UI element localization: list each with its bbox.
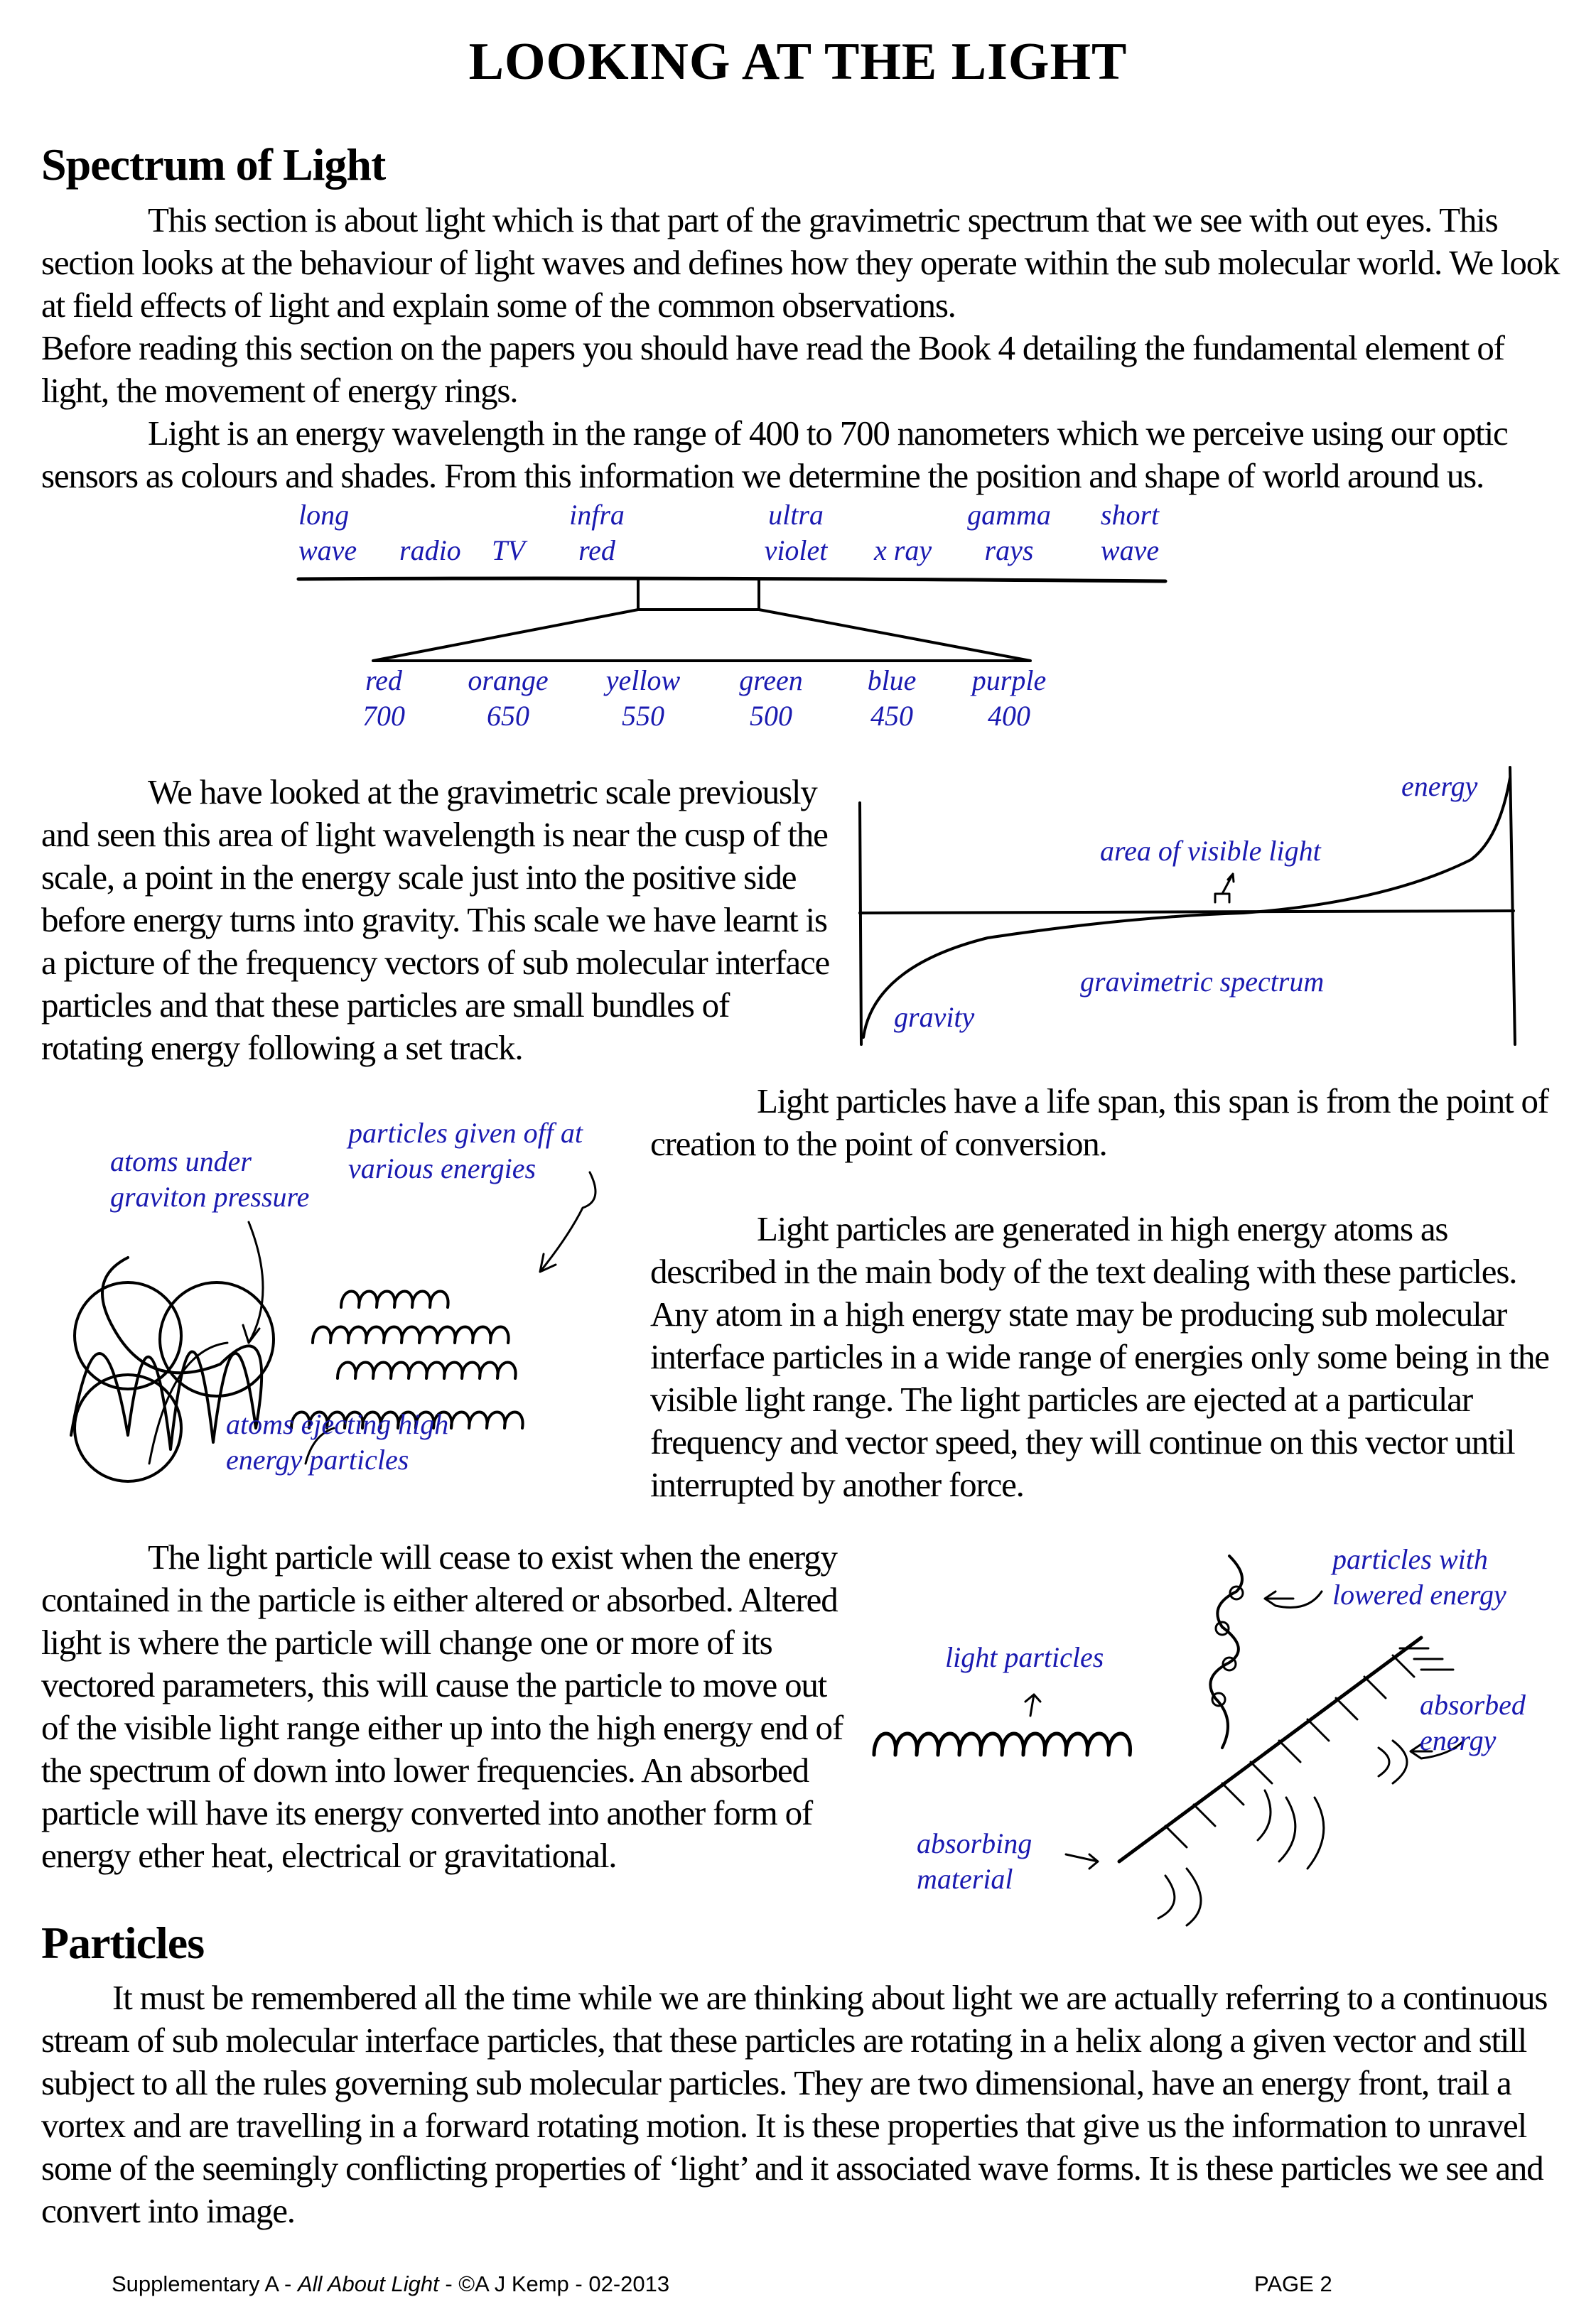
absorption-diagram xyxy=(853,1535,1563,1933)
colour-name: orange xyxy=(468,664,549,696)
colour-name: purple xyxy=(971,664,1047,696)
page-title: LOOKING AT THE LIGHT xyxy=(468,33,1128,91)
spectrum-label: ultra xyxy=(768,499,824,531)
colour-wavelength: 550 xyxy=(622,700,664,732)
spectrum-label: short xyxy=(1100,499,1160,531)
absorb-label-absorbed: absorbed energy xyxy=(1420,1689,1526,1756)
spectrum-label: wave xyxy=(1100,534,1160,566)
paragraph: This section is about light which is that part of the gravimetric spectrum that we see with out eyes. This section looks at the behaviour of light waves and defines how they operate within the sub molecular world. We look at field effects of light and explain some of the common observations. xyxy=(41,200,1560,325)
atoms-label-pressure: atoms under graviton pressure xyxy=(110,1145,310,1213)
page-number: PAGE 2 xyxy=(1254,2271,1332,2296)
atoms-diagram xyxy=(43,1094,611,1492)
spectrum-label: infra xyxy=(569,499,625,531)
atoms-label-ejecting: atoms ejecting high energy particles xyxy=(226,1408,449,1476)
graph-label-spectrum: gravimetric spectrum xyxy=(1080,966,1325,998)
spectrum-label: long xyxy=(298,499,350,531)
colour-wavelength: 650 xyxy=(487,700,529,732)
particles-text xyxy=(41,1977,1562,2232)
footer-copyright: - ©A J Kemp - 02-2013 xyxy=(445,2271,670,2296)
intro-text xyxy=(41,199,1562,497)
gravimetric-text xyxy=(41,771,837,1069)
section-heading-spectrum: Spectrum of Light xyxy=(41,139,386,190)
paragraph: Light particles are generated in high energy atoms as described in the main body of the text dealing with these particles. Any atom in a high energy state may be producing sub molecular interface particles in a wide range of energies only some being in the visible light range. The light particles are ejected at a particular frequency and vector speed, they will continue on this vector until interrupted by another force. xyxy=(650,1209,1549,1504)
graph-label-visible-light: area of visible light xyxy=(1100,835,1321,867)
spectrum-label: wave xyxy=(298,534,357,566)
section-heading-particles: Particles xyxy=(41,1918,205,1968)
colour-wavelength: 400 xyxy=(988,700,1030,732)
absorb-label-material: absorbing material xyxy=(917,1827,1032,1895)
colour-wavelength: 700 xyxy=(362,700,405,732)
spectrum-label: violet xyxy=(764,534,828,566)
paragraph: Light particles have a life span, this span is from the point of creation to the point of conversion. xyxy=(650,1081,1548,1163)
colour-name: red xyxy=(365,664,402,696)
paragraph: We have looked at the gravimetric scale previously and seen this area of light wavelength is near the cusp of the scale, a point in the energy scale just into the positive side before energy turns into gravity. This scale we have learnt is a picture of the frequency vectors of sub molecular interface particles and that these particles are small bundles of rotating energy following a set track. xyxy=(41,772,830,1067)
spectrum-label: x ray xyxy=(874,534,932,566)
paragraph: Light is an energy wavelength in the range of 400 to 700 nanometers which we perceive using our optic sensors as colours and shades. From this information we determine the position and shape of world around us. xyxy=(41,414,1508,495)
footer-book-title: All About Light xyxy=(297,2271,439,2296)
colour-name: yellow xyxy=(605,664,681,696)
absorb-label-lowered: particles with lowered energy xyxy=(1332,1543,1506,1611)
atoms-label-given: particles given off at various energies xyxy=(348,1117,583,1184)
spectrum-label: radio xyxy=(399,534,461,566)
spectrum-label: gamma xyxy=(967,499,1051,531)
gravimetric-graph xyxy=(846,753,1563,1066)
paragraph: The light particle will cease to exist when the energy contained in the particle is either altered or absorbed. Altered light is where the particle will change one or more of its vectored parameters, this will cause the particle to move out of the visible light range either up into the high energy end of the spectrum of down into lower frequencies. An absorbed particle will have its energy converted into another form of energy ether heat, electrical or gravitational. xyxy=(41,1537,843,1875)
life-span-text xyxy=(650,1080,1563,1506)
footer-supplement: Supplementary A - xyxy=(112,2271,292,2296)
spectrum-label: rays xyxy=(984,534,1034,566)
colour-name: green xyxy=(739,664,803,696)
paragraph: It must be remembered all the time while we are thinking about light we are actually referring to a continuous stream of sub molecular interface particles, that these particles are rotating in a helix along a given vector and still subject to all the rules governing sub molecular particles. They are two dimensional, have an energy front, trail a vortex and are travelling in a forward rotating motion. It is these properties that give us the information to unravel some of the seemingly conflicting properties of ‘light’ and it associated wave forms. It is these particles we see and convert into image. xyxy=(41,1978,1548,2230)
colour-wavelength: 500 xyxy=(750,700,792,732)
spectrum-label: red xyxy=(578,534,615,566)
absorption-text xyxy=(41,1536,844,1877)
colour-wavelength: 450 xyxy=(870,700,913,732)
spectrum-label: TV xyxy=(492,534,525,566)
footer-left xyxy=(112,2271,669,2297)
absorb-label-light: light particles xyxy=(945,1641,1104,1673)
graph-label-energy: energy xyxy=(1401,770,1478,802)
paragraph: Before reading this section on the papers you should have read the Book 4 detailing the fundamental element of light, the movement of energy rings. xyxy=(41,328,1504,410)
colour-name: blue xyxy=(867,664,917,696)
graph-label-gravity: gravity xyxy=(894,1001,975,1033)
